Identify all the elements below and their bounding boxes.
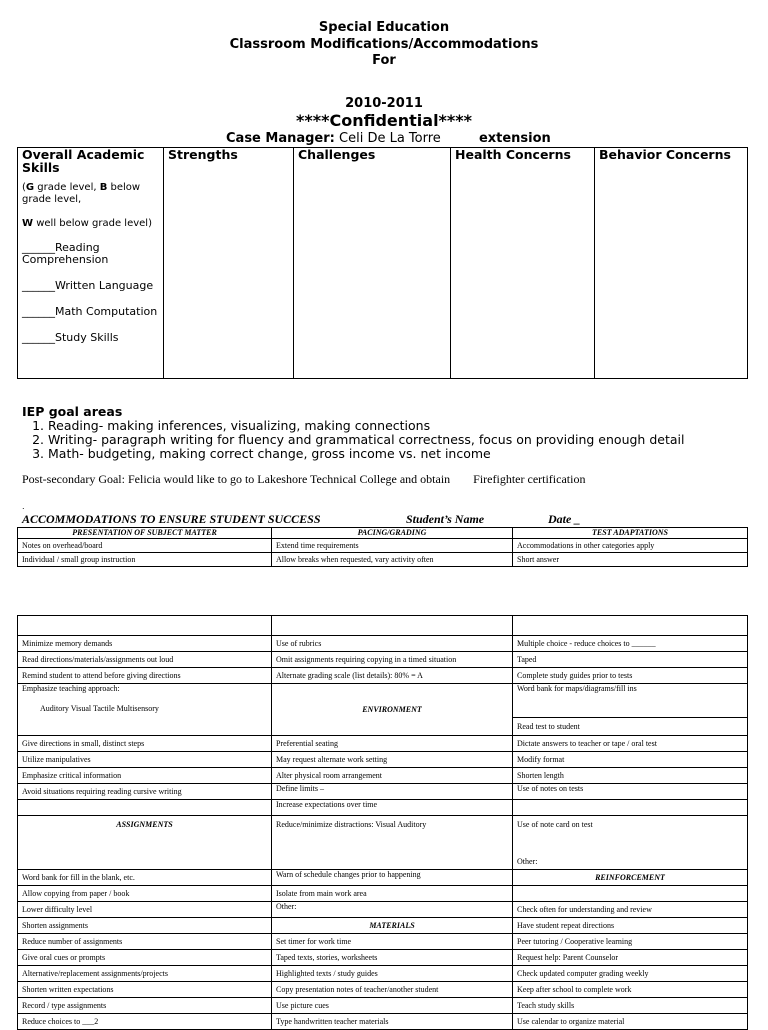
table-cell: Shorten assignments bbox=[18, 918, 272, 934]
iep-goal: 3. Math- budgeting, making correct change, gross income vs. net income bbox=[48, 447, 684, 461]
table-cell: Reduce choices to ___2 bbox=[18, 1014, 272, 1030]
table-cell: Taped texts, stories, worksheets bbox=[272, 950, 513, 966]
note-card-cell: Use of note card on test Other: bbox=[513, 816, 748, 870]
approach-options: Auditory Visual Tactile Multisensory bbox=[40, 704, 159, 713]
academic-skills-header: Overall Academic Skills bbox=[22, 147, 145, 175]
health-cell bbox=[451, 148, 595, 379]
extension-label: extension bbox=[478, 131, 551, 146]
iep-goal: 1. Reading- making inferences, visualizing, making connections bbox=[48, 419, 684, 433]
table-cell: Warn of schedule changes prior to happening bbox=[272, 870, 513, 886]
table-cell: Alter physical room arrangement bbox=[272, 768, 513, 784]
skill-study: ______Study Skills bbox=[22, 331, 119, 344]
confidential-label: ****Confidential**** bbox=[295, 111, 473, 130]
title-line-1: Special Education bbox=[318, 20, 450, 35]
accommodations-title: ACCOMMODATIONS TO ENSURE STUDENT SUCCESS bbox=[22, 512, 321, 526]
strengths-cell bbox=[164, 148, 294, 379]
table-cell: Word bank for maps/diagrams/fill ins bbox=[513, 684, 748, 718]
date-label: Date _ bbox=[548, 512, 581, 526]
accommodations-table bbox=[17, 527, 748, 567]
table-cell: Shorten written expectations bbox=[18, 982, 272, 998]
table-cell: Use calendar to organize material bbox=[513, 1014, 748, 1030]
health-header: Health Concerns bbox=[455, 147, 571, 162]
school-year: 2010-2011 bbox=[345, 96, 423, 111]
table-cell: Extend time requirements bbox=[272, 539, 513, 553]
table-cell: Increase expectations over time bbox=[272, 800, 513, 816]
behavior-cell bbox=[595, 148, 748, 379]
iep-goal: 2. Writing- paragraph writing for fluency and grammatical correctness, focus on providing enough detail bbox=[48, 433, 684, 447]
table-cell: Have student repeat directions bbox=[513, 918, 748, 934]
table-cell: Other: bbox=[272, 902, 513, 918]
case-manager-label: Case Manager: bbox=[226, 131, 335, 146]
table-cell: Keep after school to complete work bbox=[513, 982, 748, 998]
environment-heading: ENVIRONMENT bbox=[272, 684, 513, 736]
table-cell: Modify format bbox=[513, 752, 748, 768]
table-cell: Read directions/materials/assignments out loud bbox=[18, 652, 272, 668]
table-cell: Give directions in small, distinct steps bbox=[18, 736, 272, 752]
strengths-header: Strengths bbox=[168, 147, 238, 162]
behavior-header: Behavior Concerns bbox=[599, 147, 731, 162]
table-cell: Reduce number of assignments bbox=[18, 934, 272, 950]
table-cell bbox=[272, 616, 513, 636]
title-line-3: For bbox=[372, 53, 396, 68]
profile-table bbox=[17, 147, 748, 379]
table-cell: Define limits – bbox=[272, 784, 513, 800]
iep-goals bbox=[22, 404, 684, 461]
table-cell: Isolate from main work area bbox=[272, 886, 513, 902]
table-cell bbox=[18, 616, 272, 636]
table-cell: Type handwritten teacher materials bbox=[272, 1014, 513, 1030]
challenges-header: Challenges bbox=[298, 147, 376, 162]
table-cell: Check often for understanding and review bbox=[513, 902, 748, 918]
table-cell: Preferential seating bbox=[272, 736, 513, 752]
table-cell: Use picture cues bbox=[272, 998, 513, 1014]
grade-legend-w: W well below grade level) bbox=[22, 218, 152, 229]
table-cell: Teach study skills bbox=[513, 998, 748, 1014]
test-other-label: Other: bbox=[517, 857, 538, 866]
skill-writing: ______Written Language bbox=[22, 279, 154, 292]
challenges-cell bbox=[294, 148, 451, 379]
grade-legend: (G grade level, B below grade level, bbox=[22, 182, 141, 205]
table-cell: Shorten length bbox=[513, 768, 748, 784]
post-secondary-tail: Firefighter certification bbox=[473, 472, 586, 486]
table-cell: Multiple choice - reduce choices to ______ bbox=[513, 636, 748, 652]
table-cell: Dictate answers to teacher or tape / oral test bbox=[513, 736, 748, 752]
table-cell: Copy presentation notes of teacher/another student bbox=[272, 982, 513, 998]
table-cell: Minimize memory demands bbox=[18, 636, 272, 652]
table-cell: Word bank for fill in the blank, etc. bbox=[18, 870, 272, 886]
table-cell: Accommodations in other categories apply bbox=[513, 539, 748, 553]
table-cell: Highlighted texts / study guides bbox=[272, 966, 513, 982]
table-cell: Omit assignments requiring copying in a timed situation bbox=[272, 652, 513, 668]
iep-title: IEP goal areas bbox=[22, 404, 123, 419]
table-cell: Emphasize critical information bbox=[18, 768, 272, 784]
header-pacing: PACING/GRADING bbox=[272, 528, 513, 539]
table-cell bbox=[513, 800, 748, 816]
table-cell: Peer tutoring / Cooperative learning bbox=[513, 934, 748, 950]
table-cell bbox=[513, 886, 748, 902]
table-cell: Alternative/replacement assignments/projects bbox=[18, 966, 272, 982]
table-cell: Use of notes on tests bbox=[513, 784, 748, 800]
academic-skills-cell bbox=[18, 148, 164, 379]
table-cell: Utilize manipulatives bbox=[18, 752, 272, 768]
table-cell: Allow breaks when requested, vary activity often bbox=[272, 553, 513, 567]
table-cell: Complete study guides prior to tests bbox=[513, 668, 748, 684]
table-cell: Avoid situations requiring reading cursive writing bbox=[18, 784, 272, 800]
header-test: TEST ADAPTATIONS bbox=[513, 528, 748, 539]
table-cell: Remind student to attend before giving directions bbox=[18, 668, 272, 684]
assignments-heading: ASSIGNMENTS bbox=[18, 816, 272, 870]
skill-math: ______Math Computation bbox=[22, 305, 158, 318]
post-secondary-goal bbox=[22, 472, 585, 487]
post-secondary-text: Post-secondary Goal: Felicia would like to go to Lakeshore Technical College and obtain bbox=[22, 472, 451, 486]
title-line-2: Classroom Modifications/Accommodations bbox=[229, 37, 539, 52]
table-cell: Request help: Parent Counselor bbox=[513, 950, 748, 966]
table-cell bbox=[18, 800, 272, 816]
table-cell: Check updated computer grading weekly bbox=[513, 966, 748, 982]
table-cell: Lower difficulty level bbox=[18, 902, 272, 918]
table-cell: Give oral cues or prompts bbox=[18, 950, 272, 966]
case-manager-name: Celi De La Torre bbox=[339, 131, 441, 146]
table-cell: Read test to student bbox=[513, 718, 748, 736]
teaching-approach-cell: Emphasize teaching approach: Auditory Visual Tactile Multisensory bbox=[18, 684, 272, 736]
table-cell: May request alternate work setting bbox=[272, 752, 513, 768]
table-cell: Notes on overhead/board bbox=[18, 539, 272, 553]
materials-heading: MATERIALS bbox=[272, 918, 513, 934]
skill-reading: ______Reading Comprehension bbox=[22, 241, 109, 266]
case-manager bbox=[226, 131, 551, 146]
table-cell bbox=[513, 616, 748, 636]
table-cell: Set timer for work time bbox=[272, 934, 513, 950]
table-cell: Short answer bbox=[513, 553, 748, 567]
student-name-label: Student’s Name bbox=[406, 512, 485, 526]
table-cell: Allow copying from paper / book bbox=[18, 886, 272, 902]
header-presentation: PRESENTATION OF SUBJECT MATTER bbox=[18, 528, 272, 539]
accommodations-table-continued bbox=[17, 615, 748, 1030]
table-cell: Individual / small group instruction bbox=[18, 553, 272, 567]
table-cell: Use of rubrics bbox=[272, 636, 513, 652]
reinforcement-heading: REINFORCEMENT bbox=[513, 870, 748, 886]
table-cell: Reduce/minimize distractions: Visual Auditory bbox=[272, 816, 513, 870]
stray-dot: . bbox=[22, 502, 25, 511]
table-cell: Alternate grading scale (list details): 80% = A bbox=[272, 668, 513, 684]
table-cell: Record / type assignments bbox=[18, 998, 272, 1014]
table-cell: Taped bbox=[513, 652, 748, 668]
